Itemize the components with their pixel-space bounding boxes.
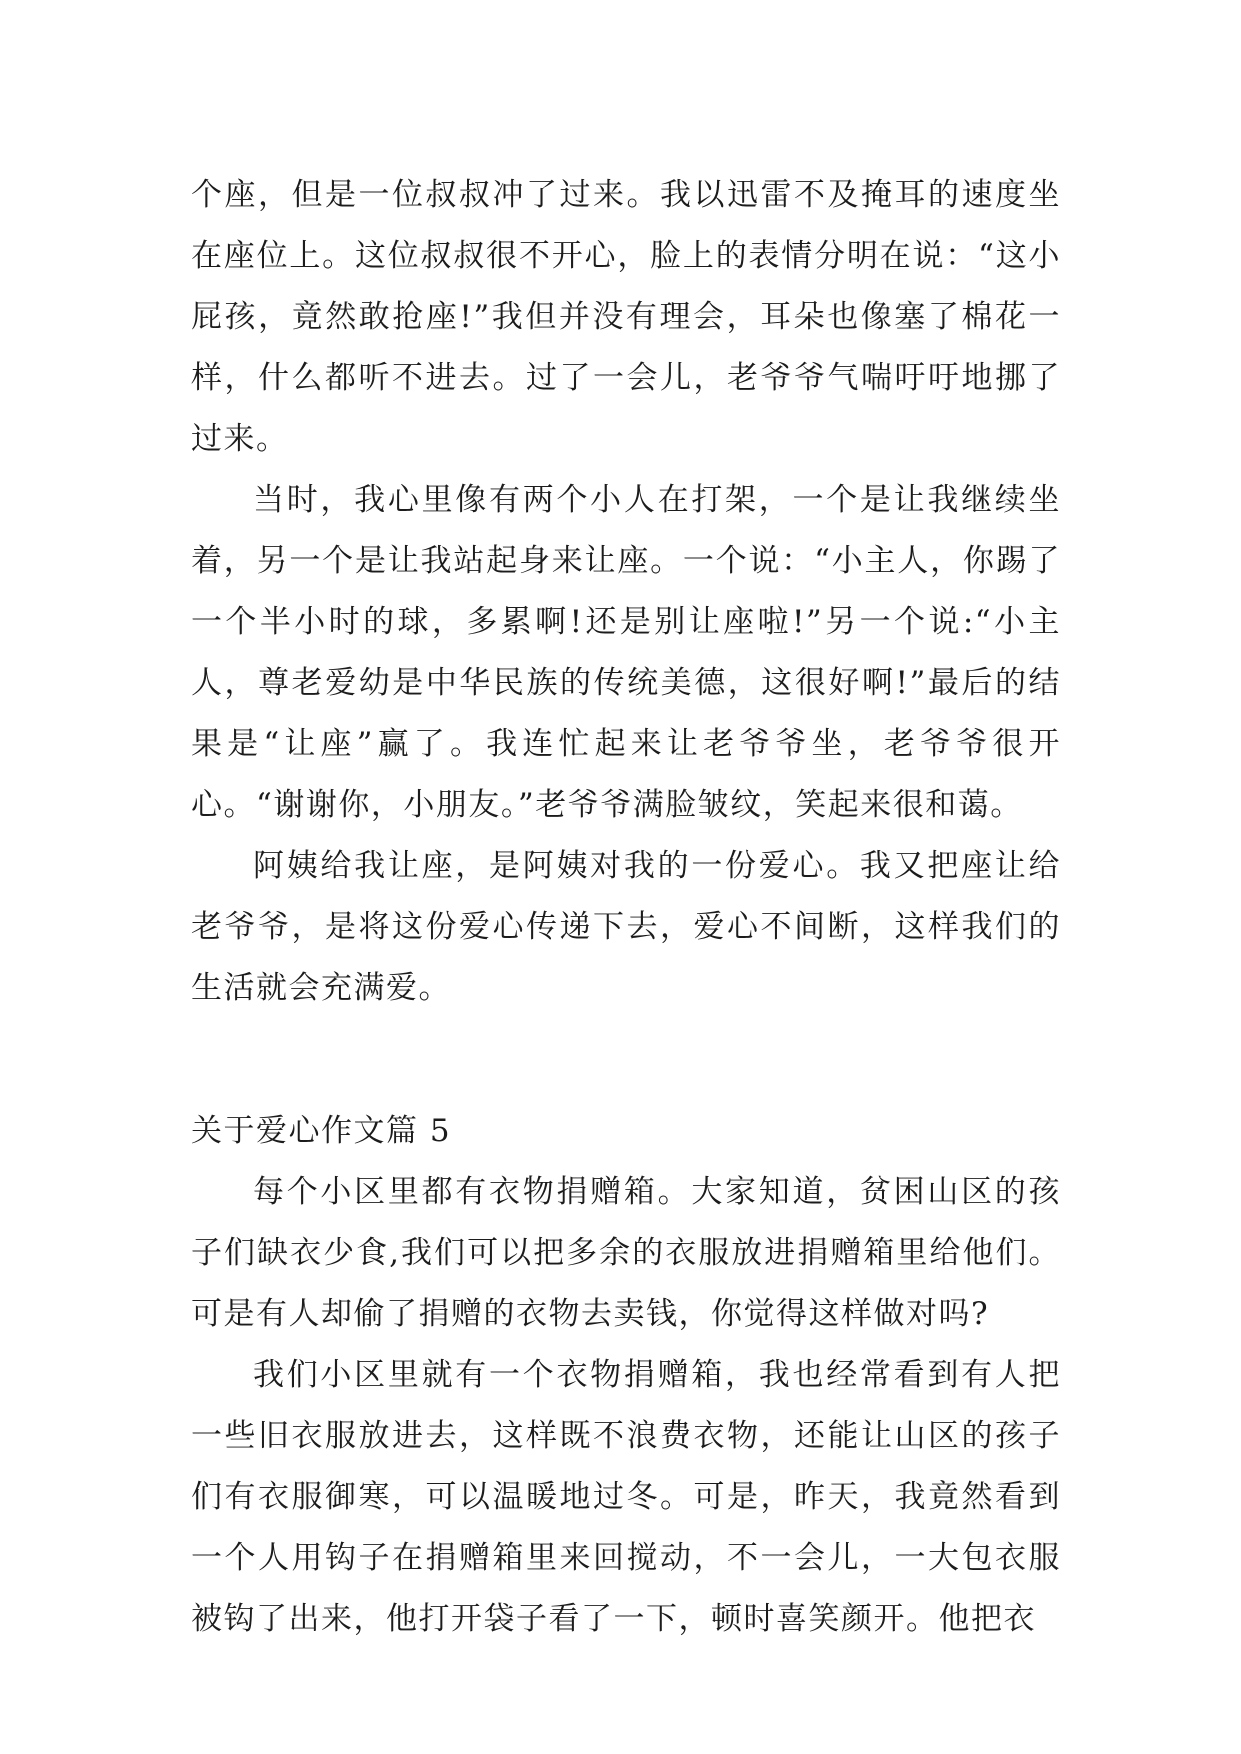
section-gap [191, 1019, 1061, 1101]
section-heading: 关于爱心作文篇 5 [191, 1113, 452, 1149]
document-body [191, 165, 1061, 1650]
paragraph-1: 个座，但是一位叔叔冲了过来。我以迅雷不及掩耳的速度坐在座位上。这位叔叔很不开心，脸上的表情分明在说：“这小屁孩，竟然敢抢座!”我但并没有理会，耳朵也像塞了棉花一样，什么都听不进去。过了一会儿，老爷爷气喘吁吁地挪了过来。 [191, 177, 1061, 457]
paragraph-5: 我们小区里就有一个衣物捐赠箱，我也经常看到有人把一些旧衣服放进去，这样既不浪费衣物，还能让山区的孩子们有衣服御寒，可以温暖地过冬。可是，昨天，我竟然看到一个人用钩子在捐赠箱里来回搅动，不一会儿，一大包衣服被钩了出来，他打开袋子看了一下，顿时喜笑颜开。他把衣 [191, 1357, 1061, 1637]
paragraph-2: 当时，我心里像有两个小人在打架，一个是让我继续坐着，另一个是让我站起身来让座。一个说：“小主人，你踢了一个半小时的球，多累啊!还是别让座啦!”另一个说:“小主人，尊老爱幼是中华民族的传统美德，这很好啊!”最后的结果是“让座”赢了。我连忙起来让老爷爷坐，老爷爷很开心。“谢谢你，小朋友。”老爷爷满脸皱纹，笑起来很和蔼。 [191, 482, 1061, 823]
paragraph-3: 阿姨给我让座，是阿姨对我的一份爱心。我又把座让给老爷爷，是将这份爱心传递下去，爱心不间断，这样我们的生活就会充满爱。 [191, 848, 1061, 1006]
paragraph-4: 每个小区里都有衣物捐赠箱。大家知道，贫困山区的孩子们缺衣少食,我们可以把多余的衣服放进捐赠箱里给他们。可是有人却偷了捐赠的衣物去卖钱，你觉得这样做对吗? [191, 1174, 1061, 1332]
